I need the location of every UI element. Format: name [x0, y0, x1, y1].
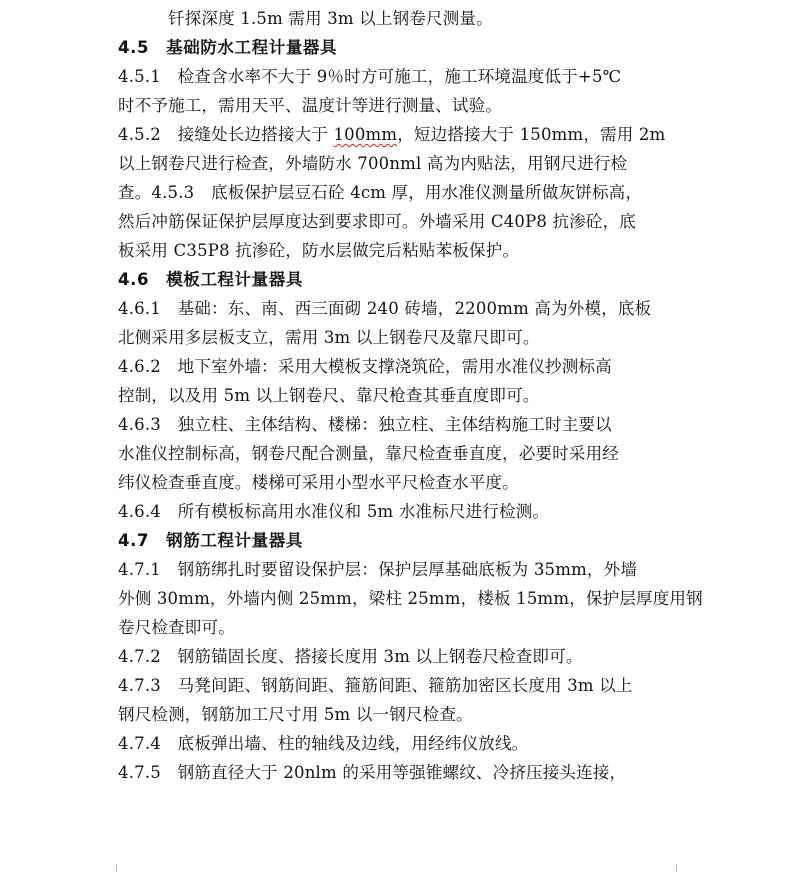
paragraph-line: 4.6.1 基础：东、南、西三面砌 240 砖墙，2200mm 高为外模，底板	[118, 299, 652, 318]
document-body	[118, 4, 703, 787]
margin-corner-mark	[676, 864, 685, 872]
paragraph-text: ，短边搭接大于 150mm，需用 2m	[397, 125, 666, 144]
paragraph-line: 水准仪控制标高，钢卷尺配合测量，靠尺检查垂直度，必要时采用经	[118, 444, 619, 463]
paragraph-text: 4.5.2 接缝处长边搭接大于	[118, 125, 334, 144]
paragraph-line: 4.6.3 独立柱、主体结构、楼梯：独立柱、主体结构施工时主要以	[118, 415, 612, 434]
paragraph-line: 以上钢卷尺进行检查，外墙防水 700nml 高为内贴法，用钢尺进行检	[118, 154, 628, 173]
paragraph-line: 4.7.1 钢筋绑扎时要留设保护层：保护层厚基础底板为 35mm，外墙	[118, 560, 638, 579]
paragraph-line: 北侧采用多层板支立，需用 3m 以上钢卷尺及靠尺即可。	[118, 328, 540, 347]
paragraph-line: 查。4.5.3 底板保护层豆石砼 4cm 厚，用水准仪测量所做灰饼标高，	[118, 183, 643, 202]
paragraph-line: 钎探深度 1.5m 需用 3m 以上钢卷尺测量。	[168, 9, 493, 28]
paragraph-line: 4.7.4 底板弹出墙、柱的轴线及边线，用经纬仪放线。	[118, 734, 529, 753]
paragraph-line: 外侧 30mm，外墙内侧 25mm，梁柱 25mm，楼板 15mm，保护层厚度用钢	[118, 589, 703, 608]
paragraph-line: 纬仪检查垂直度。楼梯可采用小型水平尺检查水平度。	[118, 473, 519, 492]
section-heading-4-6: 4.6 模板工程计量器具	[118, 270, 303, 289]
paragraph-line: 4.5.1 检查含水率不大于 9％时方可施工，施工环境温度低于+5℃	[118, 67, 622, 86]
paragraph-line: 然后冲筋保证保护层厚度达到要求即可。外墙采用 C40P8 抗渗砼，底	[118, 212, 637, 231]
spellcheck-marked-text[interactable]: 100mm	[333, 125, 398, 144]
paragraph-line: 4.7.2 钢筋锚固长度、搭接长度用 3m 以上钢卷尺检查即可。	[118, 647, 583, 666]
paragraph-line: 卷尺检查即可。	[118, 618, 235, 637]
section-heading-4-5: 4.5 基础防水工程计量器具	[118, 38, 338, 57]
paragraph-line: 4.7.5 钢筋直径大于 20nlm 的采用等强锥螺纹、冷挤压接头连接，	[118, 763, 627, 782]
paragraph-line: 4.6.2 地下室外墙：采用大模板支撑浇筑砼，需用水准仪抄测标高	[118, 357, 612, 376]
paragraph-line: 时不予施工，需用天平、温度计等进行测量、试验。	[118, 96, 503, 115]
paragraph-line: 4.6.4 所有模板标高用水准仪和 5m 水准标尺进行检测。	[118, 502, 550, 521]
section-heading-4-7: 4.7 钢筋工程计量器具	[118, 531, 303, 550]
margin-corner-mark	[108, 864, 117, 872]
paragraph-line: 4.7.3 马凳间距、钢筋间距、箍筋间距、箍筋加密区长度用 3m 以上	[118, 676, 633, 695]
paragraph-line: 控制，以及用 5m 以上钢卷尺、靠尺枪查其垂直度即可。	[118, 386, 540, 405]
paragraph-line: 钢尺检测，钢筋加工尺寸用 5m 以一钢尺检查。	[118, 705, 473, 724]
paragraph-line	[118, 120, 678, 149]
paragraph-line: 板采用 C35P8 抗渗砼，防水层做完后粘贴苯板保护。	[118, 241, 520, 260]
